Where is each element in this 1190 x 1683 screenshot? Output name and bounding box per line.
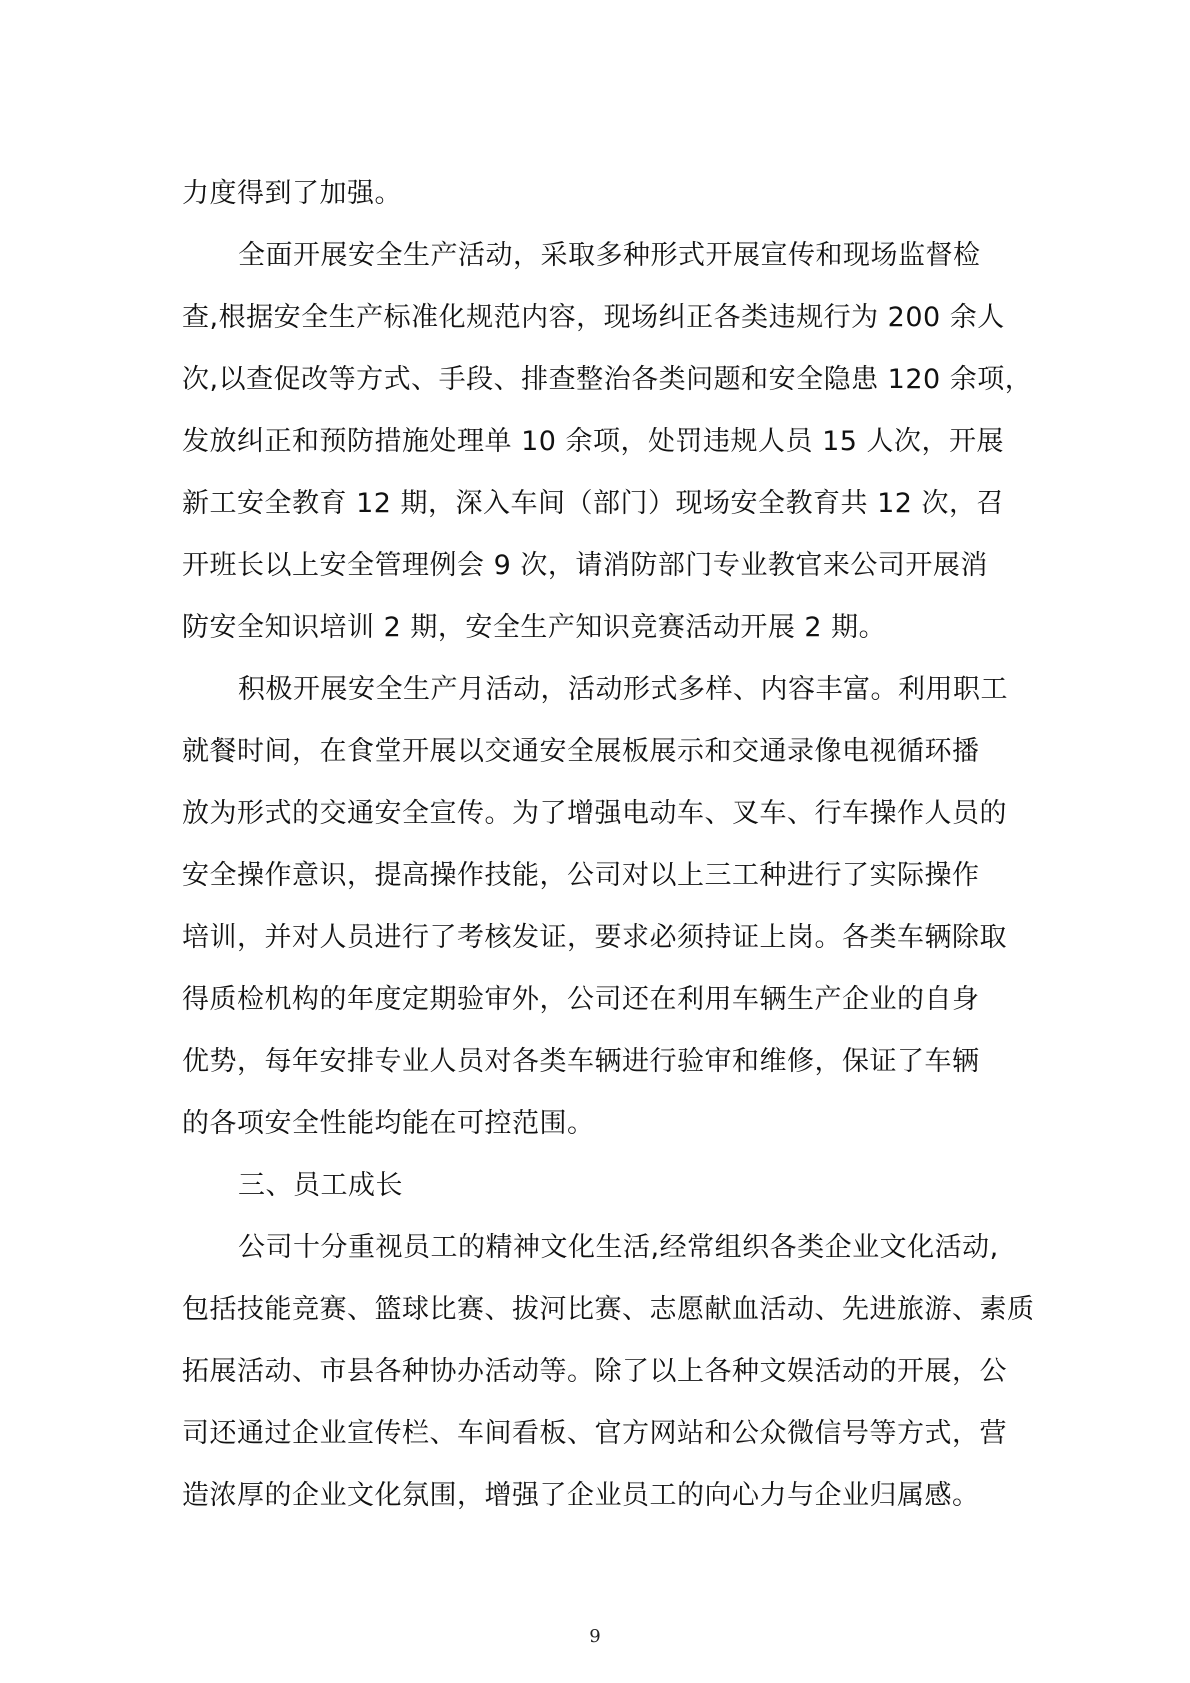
text-line: 包括技能竞赛、篮球比赛、拔河比赛、志愿献血活动、先进旅游、素质	[182, 1294, 1035, 1325]
text-line: 优势，每年安排专业人员对各类车辆进行验审和维修，保证了车辆	[182, 1046, 980, 1077]
text-line: 拓展活动、市县各种协办活动等。除了以上各种文娱活动的开展，公	[182, 1356, 1007, 1387]
text-line: 开班长以上安全管理例会 9 次，请消防部门专业教官来公司开展消	[182, 550, 988, 581]
text-line: 公司十分重视员工的精神文化生活,经常组织各类企业文化活动,	[238, 1232, 999, 1263]
text-line: 三、员工成长	[238, 1170, 403, 1201]
text-line: 全面开展安全生产活动，采取多种形式开展宣传和现场监督检	[238, 240, 981, 271]
text-line: 培训，并对人员进行了考核发证，要求必须持证上岗。各类车辆除取	[182, 922, 1007, 953]
text-line: 就餐时间，在食堂开展以交通安全展板展示和交通录像电视循环播	[182, 736, 980, 767]
text-line: 查,根据安全生产标准化规范内容，现场纠正各类违规行为 200 余人	[182, 302, 1005, 333]
text-line: 次,以查促改等方式、手段、排查整治各类问题和安全隐患 120 余项，	[182, 364, 1033, 395]
text-line: 新工安全教育 12 期，深入车间（部门）现场安全教育共 12 次，召	[182, 488, 1005, 519]
text-line: 积极开展安全生产月活动，活动形式多样、内容丰富。利用职工	[238, 674, 1008, 705]
text-line: 放为形式的交通安全宣传。为了增强电动车、叉车、行车操作人员的	[182, 798, 1007, 829]
text-line: 发放纠正和预防措施处理单 10 余项，处罚违规人员 15 人次，开展	[182, 426, 1005, 457]
text-line: 的各项安全性能均能在可控范围。	[182, 1108, 595, 1139]
text-line: 力度得到了加强。	[182, 178, 402, 209]
text-line: 得质检机构的年度定期验审外，公司还在利用车辆生产企业的自身	[182, 984, 980, 1015]
text-line: 安全操作意识，提高操作技能，公司对以上三工种进行了实际操作	[182, 860, 980, 891]
text-line: 防安全知识培训 2 期，安全生产知识竞赛活动开展 2 期。	[182, 612, 887, 643]
page-number: 9	[589, 1626, 601, 1647]
text-line: 造浓厚的企业文化氛围，增强了企业员工的向心力与企业归属感。	[182, 1480, 980, 1511]
text-line: 司还通过企业宣传栏、车间看板、官方网站和公众微信号等方式，营	[182, 1418, 1007, 1449]
body-text	[182, 163, 1035, 1527]
